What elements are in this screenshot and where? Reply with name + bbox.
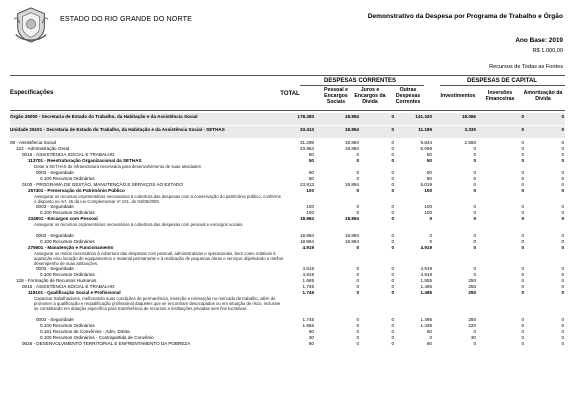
cell-outras: 1.495: [420, 317, 432, 322]
row-label: 0003 - Seguridade: [36, 204, 74, 210]
row-label: 08 - Assistência Social: [10, 140, 56, 145]
cell-pessoal: 0: [356, 278, 359, 284]
cell-total: 100: [306, 210, 314, 216]
cell-invest: 0: [473, 187, 476, 193]
cell-amort: 0: [561, 114, 564, 119]
header-total: TOTAL: [280, 91, 300, 97]
cell-pessoal: 0: [356, 290, 359, 296]
cell-invest: 250: [468, 284, 476, 290]
row-label: 0003 - Seguridade: [36, 266, 74, 272]
cell-invest: 250: [468, 290, 476, 296]
cell-amort: 0: [561, 323, 564, 328]
cell-amort: 0: [561, 317, 564, 322]
cell-amort: 0: [561, 216, 564, 222]
cell-juros: 0: [391, 341, 394, 346]
cell-amort: 0: [561, 175, 564, 181]
cell-outras: 60: [426, 341, 432, 346]
cell-total: 50: [308, 158, 314, 163]
cell-total: 18.894: [299, 238, 314, 244]
cell-pessoal: 0: [356, 244, 359, 250]
cell-amort: 0: [561, 169, 564, 175]
row-label: 128 - Formação de Recursos Humanos: [16, 278, 97, 284]
cell-inv: 0: [521, 181, 524, 187]
row-label: 0.100 Recursos Ordinários: [40, 210, 95, 216]
table-top-rule: [10, 75, 565, 76]
cell-amort: 0: [561, 278, 564, 284]
cell-juros: 0: [391, 266, 394, 272]
cell-juros: 0: [391, 204, 394, 210]
cell-juros: 0: [391, 232, 394, 238]
ano-base: Ano Base: 2019: [515, 37, 563, 44]
cell-amort: 0: [561, 210, 564, 216]
cell-juros: 0: [391, 152, 394, 157]
cell-amort: 0: [561, 158, 564, 163]
cell-pessoal: 0: [356, 329, 359, 334]
cell-invest: 0: [473, 175, 476, 181]
cell-juros: 0: [391, 169, 394, 175]
cell-juros: 0: [391, 181, 394, 187]
cell-total: 50: [308, 152, 314, 157]
cell-invest: 3.330: [464, 127, 476, 132]
header-investimentos: Investimentos: [440, 93, 476, 99]
cell-invest: 0: [473, 146, 476, 151]
cell-total: 4.919: [302, 266, 314, 272]
cell-pessoal: 0: [356, 335, 359, 340]
cell-total: 1.745: [302, 290, 314, 296]
cell-total: 31.298: [299, 140, 314, 145]
cell-total: 23.913: [299, 181, 314, 187]
cell-total: 1.665: [302, 278, 314, 284]
report-header: [0, 0, 585, 78]
cell-inv: 0: [521, 335, 524, 340]
action-description: Assegurar os meios necessários à cobertura das despesas com pessoal, administrativas e operacionais, bem como relativas à aquisição e/ou locação de equipamentos e material permanente e à realização de pequenas obras e serviços objetivando o melhor desempenho de suas atribuições.: [34, 250, 284, 266]
cell-inv: 0: [521, 232, 524, 238]
cell-pessoal: 18.894: [344, 181, 359, 187]
cell-juros: 0: [391, 146, 394, 151]
cell-inv: 0: [521, 146, 524, 151]
cell-outras: 4.919: [420, 244, 432, 250]
cell-total: 50: [308, 169, 314, 175]
cell-outras: 4.919: [420, 272, 432, 278]
row-label: 0.100 Recursos Ordinários: [40, 272, 95, 278]
cell-invest: 0: [473, 232, 476, 238]
cell-pessoal: 0: [356, 152, 359, 157]
action-description: Capacitar trabalhadores, melhorando suas condições de permanência, inserção e reinserção no mercado de trabalho, além de promover a qualificação e requalificação profissional daqueles que se encontram desocupados ou em situação de risco, inclusive se constituindo em dotação específica para transferência de recursos a instituições privadas sem fins lucrativos.: [34, 296, 281, 312]
cell-invest: 0: [473, 266, 476, 272]
cell-pessoal: 18.894: [344, 146, 359, 151]
cell-total: 100: [306, 204, 314, 210]
cell-outras: 11.189: [418, 127, 432, 132]
row-label: 0.100 Recursos Ordinários: [40, 323, 95, 328]
cell-juros: 0: [391, 329, 394, 334]
cell-juros: 0: [391, 335, 394, 340]
cell-inv: 0: [521, 204, 524, 210]
cell-inv: 0: [521, 238, 524, 244]
cell-invest: 2.560: [464, 140, 476, 145]
row-label: 0003 - Seguridade: [36, 232, 74, 238]
cell-inv: 0: [521, 175, 524, 181]
cell-pessoal: 18.894: [344, 238, 359, 244]
cell-pessoal: 0: [356, 210, 359, 216]
cell-amort: 0: [561, 329, 564, 334]
cell-invest: 0: [473, 158, 476, 163]
row-label: 122 - Administração Geral: [16, 146, 70, 151]
cell-amort: 0: [561, 187, 564, 193]
cell-total: 30: [308, 335, 314, 340]
cell-pessoal: 0: [356, 175, 359, 181]
cell-amort: 0: [561, 335, 564, 340]
header-juros: Juros e Encargos da Dívida: [354, 87, 386, 105]
row-label: 0.181 Recursos de Convênios - Adm. Direta: [40, 329, 130, 334]
cell-amort: 0: [561, 290, 564, 296]
cell-total: 100: [306, 187, 314, 193]
state-name: ESTADO DO RIO GRANDE DO NORTE: [60, 14, 193, 23]
cell-amort: 0: [561, 272, 564, 278]
cell-inv: 0: [521, 216, 524, 222]
cell-invest: 18.066: [461, 114, 476, 119]
cell-juros: 0: [391, 140, 394, 145]
row-label: 0026 - DESENVOLVIMENTO TERRITORIAL E ENFRENTAMENTO DA POBREZA: [22, 341, 191, 346]
cell-amort: 0: [561, 127, 564, 132]
row-label: 113701 - Reestruturação Organizacional da SETHAS: [28, 158, 142, 163]
cell-outras: 0: [429, 216, 432, 222]
cell-total: 60: [308, 329, 314, 334]
header-bottom-rule: [10, 110, 565, 111]
cell-outras: 0: [429, 335, 432, 340]
header-inversoes: Inversões Financeiras: [485, 90, 515, 102]
cell-outras: 50: [426, 158, 432, 163]
cell-juros: 0: [391, 127, 394, 132]
cell-pessoal: 18.894: [344, 232, 359, 238]
cell-inv: 0: [521, 329, 524, 334]
cell-juros: 0: [391, 290, 394, 296]
header-amortizacao: Amortização da Dívida: [523, 90, 563, 102]
cell-pessoal: 0: [356, 169, 359, 175]
cell-pessoal: 0: [356, 204, 359, 210]
cell-outras: 50: [426, 152, 432, 157]
header-pessoal: Pessoal e Encargos Sociais: [324, 87, 348, 105]
row-label: 0100 - PROGRAMA DE GESTÃO, MANUTENÇÃO E SERVIÇOS AO ESTADO: [22, 181, 183, 187]
cell-outras: 4.919: [420, 266, 432, 272]
cell-outras: 141.320: [415, 114, 432, 119]
cell-invest: 0: [473, 181, 476, 187]
cell-inv: 0: [521, 272, 524, 278]
row-label: 0016 - ASSISTÊNCIA SOCIAL E TRABALHO: [22, 284, 115, 290]
group-rule-correntes: [300, 85, 424, 86]
cell-total: 1.745: [302, 284, 314, 290]
cell-invest: 0: [473, 244, 476, 250]
cell-juros: 0: [391, 323, 394, 328]
cell-pessoal: 18.894: [344, 127, 359, 132]
action-description: Assegurar os recursos orçamentários necessários à cobertura das despesas com a conservação do patrimônio público, conforme o disposto no Art. 45 da Lei Complementar nº 101, de 04/05/2000.: [34, 193, 281, 204]
cell-total: 23.963: [299, 146, 314, 151]
cell-invest: 0: [473, 152, 476, 157]
cell-inv: 0: [521, 317, 524, 322]
cell-pessoal: 0: [356, 317, 359, 322]
cell-invest: 0: [473, 238, 476, 244]
cell-amort: 0: [561, 284, 564, 290]
cell-invest: 30: [470, 335, 476, 340]
cell-outras: 1.555: [420, 278, 432, 284]
cell-outras: 100: [424, 187, 432, 193]
cell-juros: 0: [391, 187, 394, 193]
row-label: 0003 - Seguridade: [36, 317, 74, 322]
cell-invest: 0: [473, 216, 476, 222]
cell-invest: 0: [473, 329, 476, 334]
cell-outras: 0: [429, 238, 432, 244]
cell-pessoal: 0: [356, 266, 359, 272]
row-label: 0.100 Recursos Ordinários: [40, 175, 95, 181]
cell-invest: 220: [468, 323, 476, 328]
cell-total: 60: [308, 341, 314, 346]
cell-outras: 9.844: [420, 140, 432, 145]
cell-total: 33.413: [299, 127, 314, 132]
row-label: 118101 - Qualificação Social e Profissional: [28, 290, 121, 296]
cell-inv: 0: [521, 114, 524, 119]
cell-inv: 0: [521, 210, 524, 216]
report-title: Demonstrativo da Despesa por Programa de Trabalho e Órgão: [367, 13, 563, 20]
cell-inv: 0: [521, 244, 524, 250]
cell-juros: 0: [391, 278, 394, 284]
cell-pessoal: 0: [356, 341, 359, 346]
cell-amort: 0: [561, 341, 564, 346]
cell-inv: 0: [521, 278, 524, 284]
row-label: 0.100 Recursos Ordinários: [40, 238, 95, 244]
cell-total: 4.919: [302, 272, 314, 278]
cell-outras: 60: [426, 329, 432, 334]
cell-total: 50: [308, 175, 314, 181]
currency-unit: R$ 1.000,00: [532, 48, 563, 54]
cell-pessoal: 0: [356, 284, 359, 290]
cell-inv: 0: [521, 187, 524, 193]
cell-outras: 5.069: [420, 146, 432, 151]
cell-amort: 0: [561, 152, 564, 157]
cell-outras: 50: [426, 175, 432, 181]
cell-inv: 0: [521, 284, 524, 290]
cell-outras: 100: [424, 210, 432, 216]
cell-juros: 0: [391, 210, 394, 216]
cell-total: 178.280: [297, 114, 314, 119]
cell-total: 18.894: [299, 232, 314, 238]
row-label: Unidade 26101 - Secretaria de Estado do Trabalho, da Habitação e da Assistência Social - SETHAS: [10, 127, 225, 132]
cell-invest: 250: [468, 278, 476, 284]
cell-amort: 0: [561, 238, 564, 244]
cell-inv: 0: [521, 266, 524, 272]
cell-outras: 1.495: [420, 284, 432, 290]
cell-outras: 50: [426, 169, 432, 175]
cell-total: 4.919: [302, 244, 314, 250]
group-header-capital: DESPESAS DE CAPITAL: [467, 78, 537, 84]
cell-pessoal: 18.894: [344, 216, 359, 222]
cell-outras: 1.435: [420, 323, 432, 328]
row-label: 0003 - Seguridade: [36, 169, 74, 175]
cell-pessoal: 0: [356, 323, 359, 328]
cell-outras: 1.495: [420, 290, 432, 296]
cell-pessoal: 0: [356, 158, 359, 163]
cell-outras: 100: [424, 204, 432, 210]
cell-inv: 0: [521, 140, 524, 145]
cell-outras: 5.019: [420, 181, 432, 187]
cell-amort: 0: [561, 266, 564, 272]
cell-invest: 250: [468, 317, 476, 322]
cell-inv: 0: [521, 152, 524, 157]
action-description: Dotar a SETHAS de infraestrutura necessária para desenvolvimento de suas atividades: [34, 164, 201, 169]
cell-pessoal: 0: [356, 187, 359, 193]
cell-amort: 0: [561, 146, 564, 151]
cell-pessoal: 0: [356, 272, 359, 278]
action-description: Assegurar os recursos orçamentários necessários à cobertura das despesas com pessoal e encargos sociais.: [34, 222, 244, 228]
header-especificacoes: Especificações: [10, 90, 54, 96]
cell-invest: 0: [473, 204, 476, 210]
cell-inv: 0: [521, 158, 524, 163]
row-label: 234901 - Encargos com Pessoal: [28, 216, 98, 222]
cell-juros: 0: [391, 175, 394, 181]
cell-invest: 0: [473, 210, 476, 216]
cell-juros: 0: [391, 244, 394, 250]
row-label: Órgão 26000 - Secretaria de Estado do Trabalho, da Habitação e da Assistência Social: [10, 114, 198, 119]
cell-amort: 0: [561, 181, 564, 187]
cell-inv: 0: [521, 127, 524, 132]
cell-invest: 0: [473, 341, 476, 346]
group-rule-capital: [440, 85, 565, 86]
cell-juros: 0: [391, 114, 394, 119]
header-outras: Outras Despesas Correntes: [395, 87, 421, 105]
cell-invest: 0: [473, 169, 476, 175]
cell-inv: 0: [521, 341, 524, 346]
cell-pessoal: 18.894: [344, 140, 359, 145]
row-label: 257401 - Preservação do Patrimônio Público: [28, 187, 125, 193]
cell-juros: 0: [391, 216, 394, 222]
cell-invest: 0: [473, 272, 476, 278]
cell-outras: 0: [429, 232, 432, 238]
cell-total: 18.894: [299, 216, 314, 222]
cell-amort: 0: [561, 204, 564, 210]
cell-total: 1.655: [302, 323, 314, 328]
cell-amort: 0: [561, 244, 564, 250]
group-header-correntes: DESPESAS CORRENTES: [323, 78, 396, 84]
cell-juros: 0: [391, 272, 394, 278]
state-coat-of-arms-icon: [12, 6, 50, 44]
cell-total: 1.745: [302, 317, 314, 322]
row-label: 0016 - ASSISTÊNCIA SOCIAL E TRABALHO: [22, 152, 115, 157]
cell-juros: 0: [391, 238, 394, 244]
cell-pessoal: 18.894: [344, 114, 359, 119]
cell-amort: 0: [561, 140, 564, 145]
cell-juros: 0: [391, 284, 394, 290]
cell-inv: 0: [521, 290, 524, 296]
cell-inv: 0: [521, 169, 524, 175]
resource-note: Recursos de Todas as Fontes: [489, 64, 563, 70]
cell-inv: 0: [521, 323, 524, 328]
row-label: 0.100 Recursos Ordinários - Contrapartida de Convênio: [40, 335, 154, 340]
cell-juros: 0: [391, 158, 394, 163]
cell-juros: 0: [391, 317, 394, 322]
row-label: 275601 - Manutenção e Funcionamento: [28, 244, 114, 250]
cell-amort: 0: [561, 232, 564, 238]
